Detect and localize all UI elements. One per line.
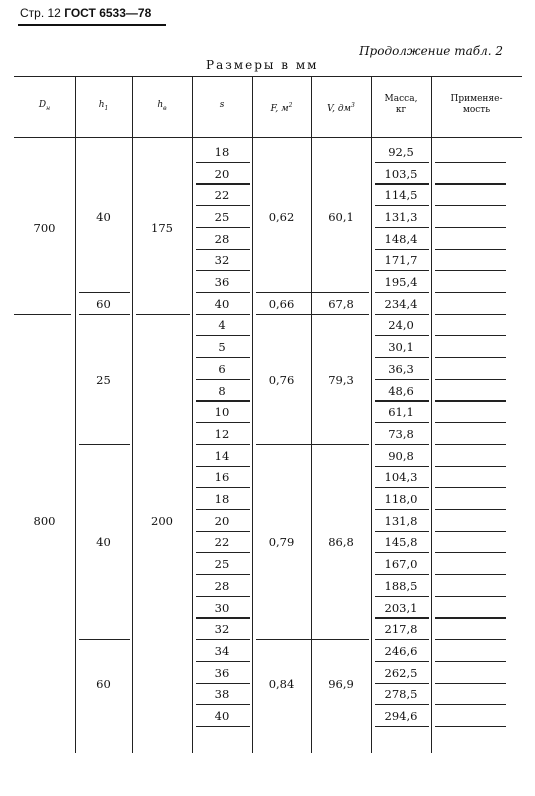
cell-d: 800 bbox=[33, 513, 56, 528]
col-header-mass: Масса, кг bbox=[384, 94, 418, 115]
cell-mass: 171,7 bbox=[384, 253, 418, 268]
cell-f: 0,62 bbox=[268, 209, 295, 224]
row-rule bbox=[435, 509, 506, 510]
row-rule bbox=[375, 335, 429, 336]
row-rule bbox=[435, 205, 506, 206]
row-rule bbox=[375, 400, 429, 401]
row-rule bbox=[435, 183, 506, 184]
row-rule bbox=[196, 487, 250, 488]
cell-thickness: 28 bbox=[214, 231, 230, 246]
cell-thickness: 22 bbox=[214, 535, 230, 550]
row-rule bbox=[196, 617, 250, 618]
cell-thickness: 30 bbox=[214, 600, 230, 615]
row-rule bbox=[196, 270, 250, 271]
row-rule bbox=[435, 227, 506, 228]
cell-v: 96,9 bbox=[328, 676, 354, 691]
row-rule bbox=[435, 162, 506, 163]
page-label: Стр. 12 bbox=[20, 6, 61, 20]
cell-mass: 217,8 bbox=[384, 622, 418, 637]
cell-mass: 61,1 bbox=[388, 405, 414, 420]
row-rule bbox=[435, 444, 506, 445]
row-rule bbox=[435, 574, 506, 575]
header-underline bbox=[18, 24, 166, 26]
cell-thickness: 40 bbox=[214, 709, 230, 724]
row-rule bbox=[375, 162, 429, 163]
row-rule bbox=[196, 552, 250, 553]
cell-thickness: 40 bbox=[214, 296, 230, 311]
cell-mass: 48,6 bbox=[388, 383, 414, 398]
row-rule bbox=[435, 292, 506, 293]
row-rule bbox=[196, 292, 250, 293]
row-rule bbox=[196, 661, 250, 662]
cell-h1: 25 bbox=[96, 372, 111, 387]
cell-h1: 40 bbox=[96, 535, 111, 550]
row-rule bbox=[375, 205, 429, 206]
row-rule bbox=[375, 509, 429, 510]
row-rule bbox=[435, 639, 506, 640]
row-rule bbox=[375, 704, 429, 705]
row-rule bbox=[435, 487, 506, 488]
col-header-h1: $h_1$ bbox=[98, 100, 109, 112]
row-rule bbox=[196, 357, 250, 358]
cell-thickness: 32 bbox=[214, 253, 230, 268]
row-rule bbox=[435, 249, 506, 250]
row-rule bbox=[435, 661, 506, 662]
cell-mass: 103,5 bbox=[384, 166, 418, 181]
row-rule bbox=[375, 249, 429, 250]
cell-v: 67,8 bbox=[328, 296, 354, 311]
cell-mass: 30,1 bbox=[388, 340, 414, 355]
cell-v: 86,8 bbox=[328, 535, 354, 550]
cell-thickness: 12 bbox=[214, 426, 230, 441]
table-continuation: Продолжение табл. 2 bbox=[359, 44, 503, 58]
cell-f: 0,79 bbox=[268, 535, 295, 550]
cell-mass: 167,0 bbox=[384, 557, 418, 572]
cell-v: 79,3 bbox=[328, 372, 354, 387]
row-rule bbox=[435, 357, 506, 358]
cell-mass: 188,5 bbox=[384, 578, 418, 593]
col-header-s: s bbox=[219, 100, 225, 110]
cell-mass: 104,3 bbox=[384, 470, 418, 485]
cell-thickness: 18 bbox=[214, 492, 230, 507]
group-rule bbox=[256, 314, 369, 315]
row-rule bbox=[375, 270, 429, 271]
cell-h1: 40 bbox=[96, 209, 111, 224]
table-top-border bbox=[14, 76, 522, 77]
row-rule bbox=[435, 617, 506, 618]
cell-mass: 278,5 bbox=[384, 687, 418, 702]
row-rule bbox=[196, 466, 250, 467]
row-rule bbox=[375, 314, 429, 315]
cell-mass: 203,1 bbox=[384, 600, 418, 615]
cell-hb: 200 bbox=[151, 513, 173, 528]
row-rule bbox=[375, 422, 429, 423]
row-rule bbox=[375, 379, 429, 380]
col-header-applicability: Применяе- мость bbox=[450, 94, 503, 115]
row-rule bbox=[196, 335, 250, 336]
row-rule bbox=[435, 726, 506, 727]
row-rule bbox=[435, 531, 506, 532]
row-rule bbox=[375, 357, 429, 358]
row-rule bbox=[196, 574, 250, 575]
row-rule bbox=[375, 183, 429, 184]
cell-d: 700 bbox=[33, 220, 56, 235]
cell-thickness: 16 bbox=[214, 470, 230, 485]
row-rule bbox=[375, 574, 429, 575]
row-rule bbox=[196, 444, 250, 445]
row-rule bbox=[435, 314, 506, 315]
cell-mass: 36,3 bbox=[388, 361, 414, 376]
column-divider bbox=[192, 137, 193, 753]
row-rule bbox=[375, 683, 429, 684]
row-rule bbox=[435, 422, 506, 423]
row-rule bbox=[196, 422, 250, 423]
row-rule bbox=[375, 227, 429, 228]
cell-mass: 234,4 bbox=[384, 296, 418, 311]
row-rule bbox=[375, 639, 429, 640]
row-rule bbox=[435, 552, 506, 553]
row-rule bbox=[435, 683, 506, 684]
row-rule bbox=[435, 596, 506, 597]
row-rule bbox=[375, 552, 429, 553]
row-rule bbox=[196, 596, 250, 597]
cell-thickness: 36 bbox=[214, 275, 230, 290]
row-rule bbox=[435, 335, 506, 336]
row-rule bbox=[435, 704, 506, 705]
row-rule bbox=[196, 639, 250, 640]
cell-mass: 24,0 bbox=[388, 318, 414, 333]
cell-thickness: 25 bbox=[214, 557, 230, 572]
row-rule bbox=[196, 379, 250, 380]
row-rule bbox=[375, 466, 429, 467]
cell-thickness: 18 bbox=[214, 144, 230, 159]
row-rule bbox=[435, 379, 506, 380]
column-divider bbox=[371, 137, 372, 753]
cell-thickness: 14 bbox=[214, 448, 230, 463]
page-header bbox=[20, 6, 151, 20]
row-rule bbox=[196, 683, 250, 684]
row-rule bbox=[196, 704, 250, 705]
cell-mass: 131,3 bbox=[384, 209, 418, 224]
cell-h1: 60 bbox=[96, 296, 111, 311]
column-divider bbox=[311, 137, 312, 753]
row-rule bbox=[196, 509, 250, 510]
cell-thickness: 28 bbox=[214, 578, 230, 593]
column-divider bbox=[75, 137, 76, 753]
group-rule bbox=[256, 292, 369, 293]
cell-mass: 246,6 bbox=[384, 643, 418, 658]
cell-mass: 118,0 bbox=[384, 492, 418, 507]
col-header-d: $D_н$ bbox=[38, 100, 51, 112]
row-rule bbox=[196, 162, 250, 163]
column-divider bbox=[132, 137, 133, 753]
diameter-rule bbox=[136, 314, 190, 315]
row-rule bbox=[196, 531, 250, 532]
cell-thickness: 10 bbox=[214, 405, 230, 420]
group-rule bbox=[79, 639, 130, 640]
cell-thickness: 8 bbox=[218, 383, 226, 398]
table-header-bottom-border bbox=[14, 137, 522, 138]
col-header-hb: $h_в$ bbox=[157, 100, 167, 112]
cell-v: 60,1 bbox=[328, 209, 354, 224]
row-rule bbox=[375, 617, 429, 618]
cell-thickness: 4 bbox=[218, 318, 226, 333]
row-rule bbox=[375, 661, 429, 662]
row-rule bbox=[196, 227, 250, 228]
cell-f: 0,76 bbox=[268, 372, 295, 387]
group-rule bbox=[79, 314, 130, 315]
cell-thickness: 5 bbox=[218, 340, 226, 355]
cell-thickness: 20 bbox=[214, 513, 230, 528]
cell-thickness: 20 bbox=[214, 166, 230, 181]
col-header-v: V, $дм^3$ bbox=[327, 102, 355, 114]
cell-thickness: 38 bbox=[214, 687, 230, 702]
group-rule bbox=[79, 292, 130, 293]
group-rule bbox=[79, 444, 130, 445]
cell-mass: 294,6 bbox=[384, 709, 418, 724]
row-rule bbox=[375, 292, 429, 293]
row-rule bbox=[435, 400, 506, 401]
row-rule bbox=[375, 726, 429, 727]
group-rule bbox=[256, 639, 369, 640]
row-rule bbox=[196, 400, 250, 401]
cell-h1: 60 bbox=[96, 676, 111, 691]
cell-f: 0,84 bbox=[268, 676, 295, 691]
cell-thickness: 34 bbox=[214, 643, 230, 658]
cell-hb: 175 bbox=[151, 220, 173, 235]
cell-thickness: 22 bbox=[214, 188, 230, 203]
col-header-f: F, $м^2$ bbox=[270, 102, 293, 114]
cell-mass: 262,5 bbox=[384, 665, 418, 680]
cell-mass: 148,4 bbox=[384, 231, 418, 246]
row-rule bbox=[375, 531, 429, 532]
row-rule bbox=[435, 466, 506, 467]
cell-mass: 145,8 bbox=[384, 535, 418, 550]
column-divider bbox=[431, 137, 432, 753]
row-rule bbox=[196, 249, 250, 250]
cell-mass: 131,8 bbox=[384, 513, 418, 528]
column-divider bbox=[252, 137, 253, 753]
row-rule bbox=[375, 487, 429, 488]
row-rule bbox=[196, 726, 250, 727]
cell-thickness: 36 bbox=[214, 665, 230, 680]
cell-mass: 73,8 bbox=[388, 426, 414, 441]
cell-thickness: 25 bbox=[214, 209, 230, 224]
cell-mass: 90,8 bbox=[388, 448, 414, 463]
row-rule bbox=[375, 444, 429, 445]
row-rule bbox=[196, 183, 250, 184]
sizes-caption: Размеры в мм bbox=[206, 58, 319, 72]
cell-thickness: 6 bbox=[218, 361, 226, 376]
standard-number: ГОСТ 6533—78 bbox=[64, 6, 152, 20]
diameter-rule bbox=[14, 314, 71, 315]
cell-mass: 195,4 bbox=[384, 275, 418, 290]
cell-mass: 92,5 bbox=[388, 144, 414, 159]
row-rule bbox=[375, 596, 429, 597]
row-rule bbox=[435, 270, 506, 271]
row-rule bbox=[196, 314, 250, 315]
group-rule bbox=[256, 444, 369, 445]
row-rule bbox=[196, 205, 250, 206]
cell-f: 0,66 bbox=[268, 296, 295, 311]
cell-thickness: 32 bbox=[214, 622, 230, 637]
cell-mass: 114,5 bbox=[384, 188, 418, 203]
